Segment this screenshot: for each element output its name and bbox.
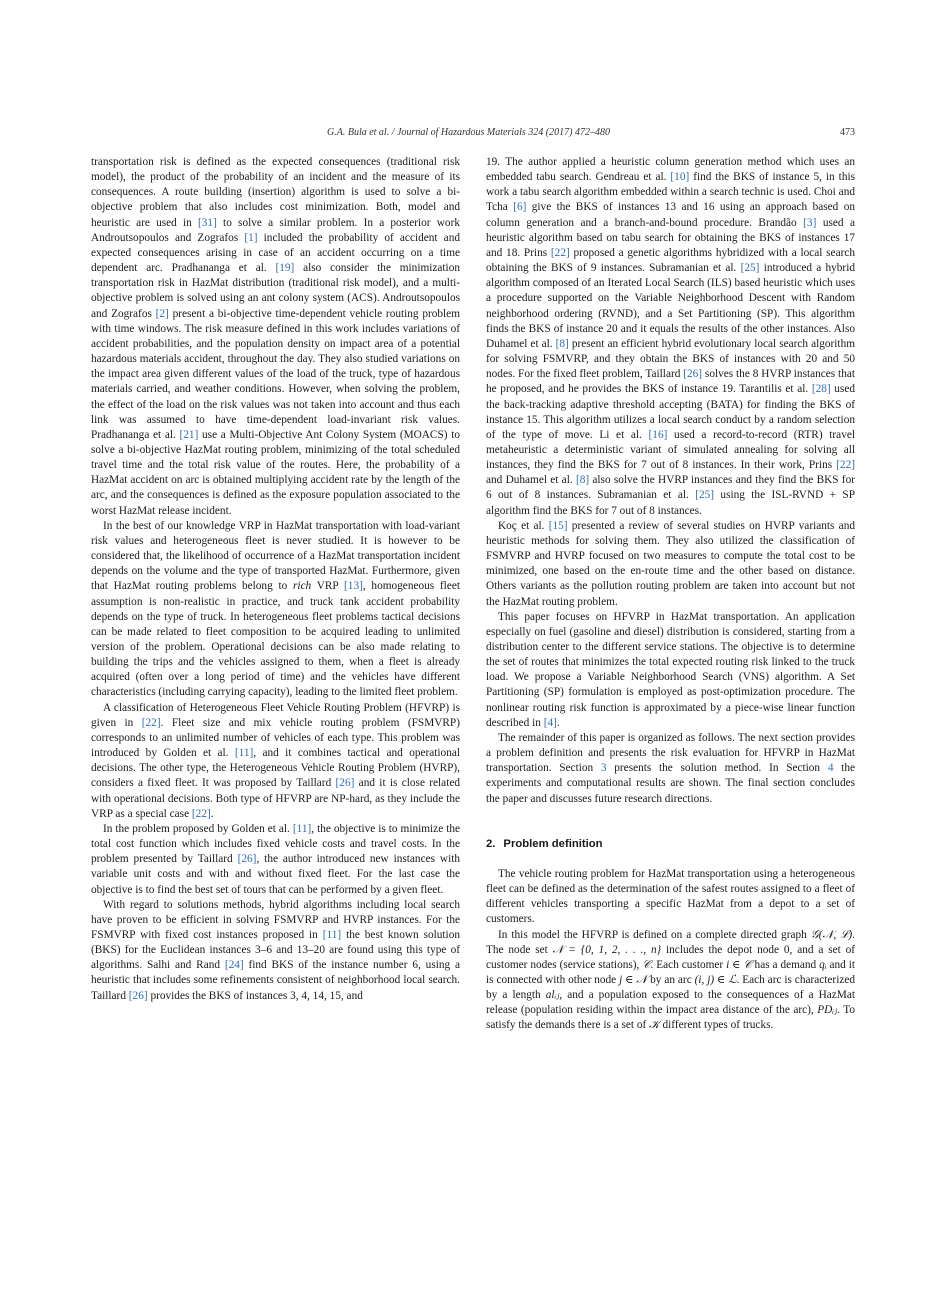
citation-link[interactable]: [10] (670, 171, 690, 184)
citation-link[interactable]: [26] (683, 368, 703, 381)
citation-link[interactable]: [8] (555, 337, 569, 350)
section-link[interactable]: 3 (600, 762, 607, 775)
running-header (91, 127, 855, 143)
citation-link[interactable]: [26] (335, 777, 355, 790)
citation-link[interactable]: [21] (179, 428, 199, 441)
citation-link[interactable]: [19] (275, 262, 295, 275)
citation-link[interactable]: [11] (234, 747, 254, 760)
math-expression: qᵢ (819, 958, 827, 971)
section-link[interactable]: 4 (827, 762, 834, 775)
math-expression: 𝒦 (649, 1019, 660, 1032)
citation-link[interactable]: [11] (322, 928, 342, 941)
paragraph: transportation risk is defined as the expected consequences (traditional risk model), the product of the probability of an incident and the measure of its consequences. A route building (insertion) algorithm is used to solve a bi-objective problem that also includes cost minimization. Both, model and heuristic are used in [31] to solve a similar problem. In a posterior work Androutsopoulos and Zografos [1] included the probability of accident and expected consequences arising in case of an accident occurring on a time dependent arc. Pradhananga et al. [19] also consider the minimization transportation risk in HazMat distribution (traditional risk model), and a multi-objective problem is solved using an ant colony system (ACS). Androutsopoulos and Zografos [2] present a bi-objective time-dependent vehicle routing problem with time windows. The risk measure defined in this work includes variations of accident probabilities, and the population density on impact area of a potential hazardous materials accident, throughout the day. They also studied variations on the impact area given different values of the load of the truck, type of hazardous materials carried, and weather conditions. However, when solving the problem, the effect of the load on the risk values was not taken into account and thus each link was assumed to have time-dependent load-invariant risk values. Pradhananga et al. [21] use a Multi-Objective Ant Colony System (MOACS) to solve a bi-objective HazMat routing problem, minimizing of the total scheduled travel time and the total risk value of the routes. Here, the probability of a HazMat accident on arc is obtained multiplying accident rate by the length of the arc, and the consequences is defined as the exposure population associated to the worst HazMat release incident. (91, 156, 460, 517)
citation-link[interactable]: [3] (803, 216, 817, 229)
section-title-text: Problem definition (503, 837, 603, 850)
citation-link[interactable]: [6] (513, 201, 527, 214)
citation-link[interactable]: [11] (292, 822, 312, 835)
section-heading (486, 837, 855, 852)
citation-link[interactable]: [13] (344, 580, 363, 593)
citation-link[interactable]: [25] (740, 262, 760, 275)
citation-link[interactable]: [2] (155, 307, 169, 320)
math-expression: 𝒞 (642, 958, 651, 971)
citation-link[interactable]: [4] (543, 716, 557, 729)
citation-link[interactable]: [25] (695, 489, 715, 502)
citation-link[interactable]: [16] (648, 428, 668, 441)
math-expression: PDᵢⱼ (817, 1004, 838, 1017)
paragraph: This paper focuses on HFVRP in HazMat transportation. An application especially on fuel (gasoline and diesel) distribution is considered, starting from a distribution center to the different service stations. The objective is to determine the set of routes that minimizes the total expected routing risk linked to the truck load. We propose a Variable Neighborhood Search (VNS) algorithm. A Set Partitioning (SP) formulation is employed as post-optimization procedure. The nonlinear routing risk function is approximated by a piece-wise linear function described in [4]. (486, 610, 855, 729)
math-expression: 𝒢(𝒩, ℒ) (810, 928, 853, 941)
right-column (486, 155, 855, 1034)
citation-link[interactable]: [31] (198, 216, 217, 229)
journal-citation: G.A. Bula et al. / Journal of Hazardous Materials 324 (2017) 472–480 (327, 127, 610, 138)
citation-link[interactable]: [26] (237, 853, 257, 866)
paragraph: Koç et al. [15] presented a review of several studies on HVRP variants and heuristic methods for solving them. They also utilized the classification of FSMVRP and HVRP focused on two measures to compute the total cost to be minimized, one based on the en-route time and the other based on distance. Others variants as the pollution routing problem are taken into account but not the HazMat routing problem. (486, 519, 855, 608)
citation-link[interactable]: [1] (244, 231, 258, 244)
paragraph: With regard to solutions methods, hybrid algorithms including local search have proven to be efficient in solving FSMVRP and HVRP instances. For the FSMVRP with fixed cost instances proposed in [11] the best known solution (BKS) for the Euclidean instances 3–6 and 13–20 are found using this type of algorithms. Salhi and Rand [24] find BKS of the instance number 6, using a heuristic that includes some refinements consistent of neighborhood local search. Taillard [26] provides the BKS of instances 3, 4, 14, 15, and (91, 898, 460, 1002)
citation-link[interactable]: [28] (811, 383, 831, 396)
section-number: 2. (486, 837, 496, 850)
citation-link[interactable]: [26] (128, 989, 148, 1002)
math-expression: (i, j) ∈ ℒ (694, 973, 737, 986)
paragraph: The remainder of this paper is organized as follows. The next section provides a problem definition and presents the risk evaluation for HFVRP in HazMat transportation. Section 3 presents the solution method. In Section 4 the experiments and computational results are shown. The final section concludes the paper and discusses future research directions. (486, 731, 855, 805)
math-expression: alᵢⱼ (545, 989, 560, 1002)
math-expression: 𝒩 = {0, 1, 2, . . ., n} (552, 943, 662, 956)
paragraph: In the best of our knowledge VRP in HazMat transportation with load-variant risk values and heterogeneous fleet is never studied. It is however to be considered that, the likelihood of occurrence of a HazMat transportation incident depends on the volume and the type of transported HazMat. Furthermore, given that HazMat routing problems belong to rich VRP [13], homogeneous fleet assumption is non-realistic in practice, and truck tank accident probability depends on the type of truck. In heterogeneous fleet problems tactical decisions can be made related to fleet composition to be acquired leading to unlimited version of the problem. Operational decisions can be also made relating to building the trips and the vehicles assigned to them, when a fleet is already acquired (often over a long period of time) and the vehicles have different characteristics (including carrying capacity), leading to the limited fleet problem. (91, 519, 460, 699)
paragraph: In this model the HFVRP is defined on a complete directed graph 𝒢(𝒩, ℒ). The node set 𝒩 = {0, 1, 2, . . ., n} includes the depot node 0, and a set of customer nodes (service stations), 𝒞. Each customer i ∈ 𝒞 has a demand qᵢ and it is connected with other node j ∈ 𝒩 by an arc (i, j) ∈ ℒ. Each arc is characterized by a length alᵢⱼ, and a population exposed to the consequences of a HazMat release (population residing within the impact area distance of the arc), PDᵢⱼ. To satisfy the demands there is a set of 𝒦 different types of trucks. (486, 928, 856, 1032)
paragraph: In the problem proposed by Golden et al. [11], the objective is to minimize the total cost function which includes fixed vehicle costs and travel costs. In the problem presented by Taillard [26], the author introduced new instances with variable unit costs and with and without fixed fleet. For the last case the objective is to find the best set of tours that can be performed by a given fleet. (91, 822, 461, 896)
citation-link[interactable]: [22] (141, 716, 161, 729)
paragraph: The vehicle routing problem for HazMat transportation using a heterogeneous fleet can be defined as the determination of the safest routes assigned to a fleet of different vehicles transporting a specific HazMat from a depot to a set of customers. (486, 867, 855, 926)
citation-link[interactable]: [15] (548, 519, 568, 532)
page-number: 473 (840, 127, 855, 138)
paragraph: A classification of Heterogeneous Fleet Vehicle Routing Problem (HFVRP) is given in [22]. Fleet size and mix vehicle routing problem (FSMVRP) corresponds to an unlimited number of vehicles of each type. This problem was introduced by Golden et al. [11], and it combines tactical and operational decisions. The other type, the Heterogeneous Vehicle Routing Problem (HVRP), considers a fixed fleet. It was proposed by Taillard [26] and it is close related with operational decisions. Both type of HFVRP are NP-hard, as they include the VRP as a special case [22]. (91, 701, 461, 820)
citation-link[interactable]: [22] (836, 459, 855, 472)
citation-link[interactable]: [22] (550, 246, 570, 259)
paragraph: 19. The author applied a heuristic column generation method which uses an embedded tabu search. Gendreau et al. [10] find the BKS of instance 5, in this work a tabu search algorithm embedded within a search technic is used. Choi and Tcha [6] give the BKS of instances 13 and 16 using an approach based on column generation and a branch-and-bound procedure. Brandão [3] used a heuristic algorithm based on tabu search for obtaining the BKS of instances 17 and 18. Prins [22] proposed a genetic algorithms hybridized with a local search obtaining the BKS of 9 instances. Subramanian et al. [25] introduced a hybrid algorithm composed of an Iterated Local Search (ILS) based heuristic which uses a procedure supported on the Variable Neighborhood Descent with Random neighborhood ordering (RVND), and a Set Partitioning (SP). This algorithm finds the BKS of instance 20 and it equals the results of the other instances. Also Duhamel et al. [8] present an efficient hybrid evolutionary local search algorithm for solving FSMVRP, and they obtain the BKS of instances with 20 and 50 nodes. For the fixed fleet problem, Taillard [26] solves the 8 HVRP instances that he proposed, and he provides the BKS of instance 19. Tarantilis et al. [28] used the back-tracking adaptive threshold accepting (BATA) for finding the BKS of instance 15. This algorithm utilizes a local search conduct by a random selection of the type of move. Li et al. [16] used a record-to-record (RTR) travel metaheuristic a deterministic variant of simulated annealing for solving all instances, they find the BKS for 7 out of 8 instances. In their work, Prins [22] and Duhamel et al. [8] also solve the HVRP instances and they find the BKS for 6 out of 8 instances. Subramanian et al. [25] using the ISL-RVND + SP algorithm find the BKS for 7 out of 8 instances. (486, 156, 856, 517)
citation-link[interactable]: [24] (224, 959, 244, 972)
citation-link[interactable]: [22] (191, 807, 211, 820)
math-expression: i ∈ 𝒞 (726, 958, 752, 971)
left-column (91, 155, 460, 1004)
math-expression: j ∈ 𝒩 (619, 973, 648, 986)
citation-link[interactable]: [8] (575, 474, 590, 487)
